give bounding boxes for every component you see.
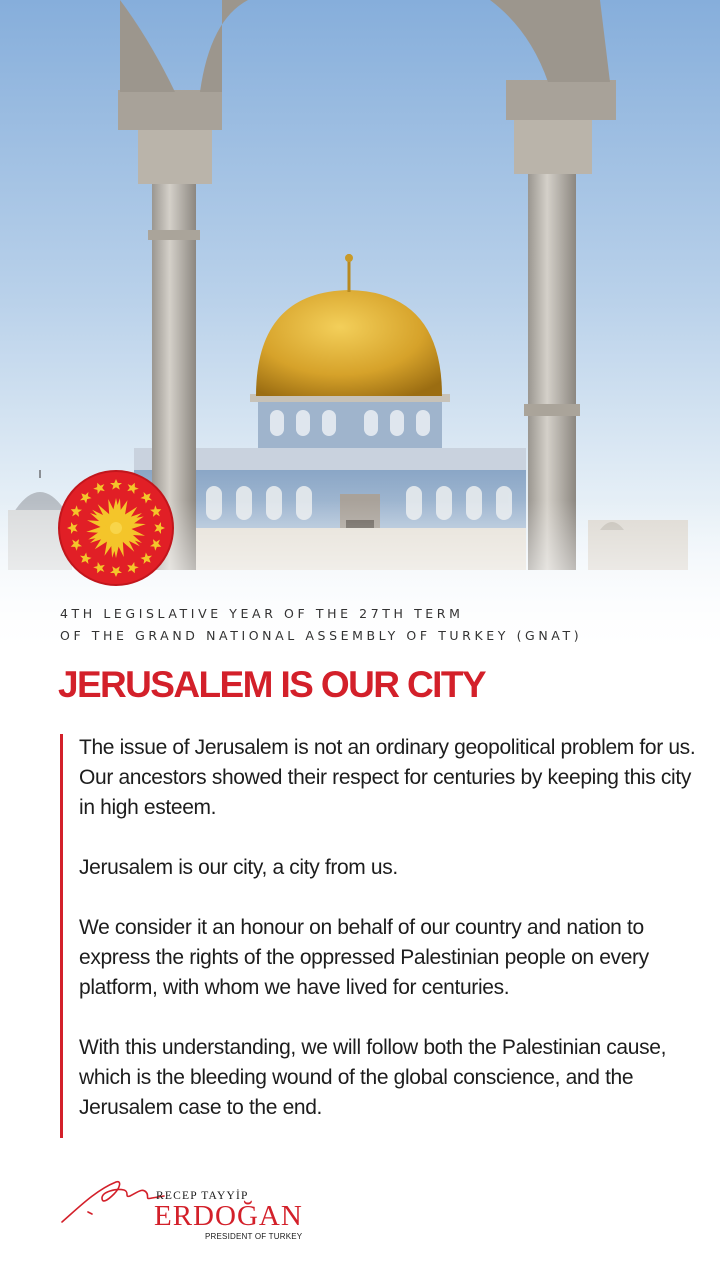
signature-surname: ERDOĞAN [154, 1200, 303, 1232]
subtitle-line-1: 4TH LEGISLATIVE YEAR OF THE 27TH TERM [60, 606, 464, 621]
quote-paragraph-4: With this understanding, we will follow both the Palestinian cause, which is the bleeding wound of the global conscience, and the Jerusalem case to the end. [79, 1036, 667, 1119]
subtitle-line-2: OF THE GRAND NATIONAL ASSEMBLY OF TURKEY (GNAT) [60, 628, 583, 643]
quote-paragraph-1: The issue of Jerusalem is not an ordinary geopolitical problem for us. Our ancestors showed their respect for centuries by keeping this city in high esteem. [79, 736, 696, 819]
signature-block [58, 1160, 318, 1250]
headline: JERUSALEM IS OUR CITY [58, 664, 485, 705]
signature-first-names: RECEP TAYYİP [156, 1190, 249, 1202]
signature-title: PRESIDENT OF TURKEY [205, 1232, 303, 1241]
quote-paragraph-2: Jerusalem is our city, a city from us. [79, 856, 398, 879]
quote-accent-bar [60, 734, 63, 1138]
presidential-seal-icon [58, 470, 174, 586]
handwritten-signature-icon [58, 1168, 168, 1228]
quote-paragraph-3: We consider it an honour on behalf of our country and nation to express the rights of the oppressed Palestinian people on every platform, with whom we have lived for centuries. [79, 916, 649, 999]
quote-body [79, 733, 699, 1123]
